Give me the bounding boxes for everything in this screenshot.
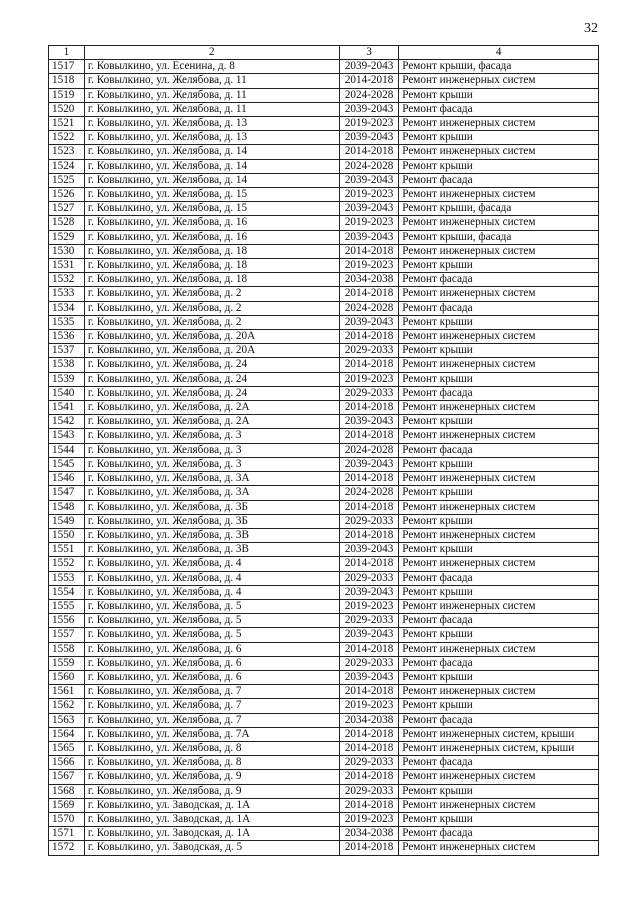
row-period: 2014-2018	[339, 287, 398, 301]
table-row	[49, 727, 599, 741]
table-row	[49, 770, 599, 784]
row-work-type: Ремонт крыши	[399, 543, 599, 557]
row-number: 1558	[49, 642, 85, 656]
row-work-type: Ремонт инженерных систем	[399, 472, 599, 486]
row-number: 1561	[49, 685, 85, 699]
row-period: 2034-2038	[339, 827, 398, 841]
row-address: г. Ковылкино, ул. Желябова, д. 7	[84, 685, 339, 699]
row-number: 1525	[49, 173, 85, 187]
row-work-type: Ремонт инженерных систем	[399, 500, 599, 514]
row-address: г. Ковылкино, ул. Желябова, д. 20А	[84, 344, 339, 358]
row-address: г. Ковылкино, ул. Желябова, д. 3В	[84, 528, 339, 542]
table-row	[49, 500, 599, 514]
table-row	[49, 713, 599, 727]
row-address: г. Ковылкино, ул. Желябова, д. 11	[84, 102, 339, 116]
row-address: г. Ковылкино, ул. Желябова, д. 24	[84, 358, 339, 372]
row-address: г. Ковылкино, ул. Желябова, д. 15	[84, 202, 339, 216]
row-address: г. Ковылкино, ул. Желябова, д. 24	[84, 372, 339, 386]
row-address: г. Ковылкино, ул. Желябова, д. 6	[84, 642, 339, 656]
row-number: 1530	[49, 244, 85, 258]
row-work-type: Ремонт инженерных систем	[399, 216, 599, 230]
row-address: г. Ковылкино, ул. Желябова, д. 6	[84, 670, 339, 684]
row-work-type: Ремонт крыши	[399, 159, 599, 173]
table-row	[49, 514, 599, 528]
row-period: 2029-2033	[339, 514, 398, 528]
row-address: г. Ковылкино, ул. Желябова, д. 7	[84, 699, 339, 713]
row-address: г. Ковылкино, ул. Желябова, д. 20А	[84, 330, 339, 344]
table-row	[49, 102, 599, 116]
table-row	[49, 358, 599, 372]
row-work-type: Ремонт фасада	[399, 713, 599, 727]
row-work-type: Ремонт фасада	[399, 756, 599, 770]
row-address: г. Ковылкино, ул. Заводская, д. 1А	[84, 827, 339, 841]
row-address: г. Ковылкино, ул. Желябова, д. 2	[84, 315, 339, 329]
row-address: г. Ковылкино, ул. Желябова, д. 13	[84, 131, 339, 145]
row-work-type: Ремонт инженерных систем	[399, 798, 599, 812]
row-work-type: Ремонт крыши	[399, 628, 599, 642]
row-work-type: Ремонт крыши	[399, 486, 599, 500]
table-row	[49, 614, 599, 628]
row-work-type: Ремонт крыши	[399, 415, 599, 429]
table-row	[49, 330, 599, 344]
table-row	[49, 216, 599, 230]
row-address: г. Ковылкино, ул. Желябова, д. 13	[84, 117, 339, 131]
table-row	[49, 628, 599, 642]
row-work-type: Ремонт инженерных систем	[399, 188, 599, 202]
row-period: 2039-2043	[339, 230, 398, 244]
row-address: г. Ковылкино, ул. Желябова, д. 2А	[84, 401, 339, 415]
table-row	[49, 741, 599, 755]
row-work-type: Ремонт инженерных систем, крыши	[399, 727, 599, 741]
row-work-type: Ремонт инженерных систем	[399, 557, 599, 571]
row-work-type: Ремонт инженерных систем	[399, 244, 599, 258]
row-period: 2014-2018	[339, 770, 398, 784]
row-number: 1529	[49, 230, 85, 244]
row-period: 2024-2028	[339, 159, 398, 173]
table-row	[49, 188, 599, 202]
row-work-type: Ремонт крыши	[399, 315, 599, 329]
row-number: 1528	[49, 216, 85, 230]
row-period: 2014-2018	[339, 244, 398, 258]
row-period: 2039-2043	[339, 202, 398, 216]
row-address: г. Ковылкино, ул. Желябова, д. 11	[84, 88, 339, 102]
row-address: г. Ковылкино, ул. Желябова, д. 4	[84, 585, 339, 599]
row-number: 1537	[49, 344, 85, 358]
row-number: 1565	[49, 741, 85, 755]
row-address: г. Ковылкино, ул. Желябова, д. 5	[84, 599, 339, 613]
row-period: 2029-2033	[339, 386, 398, 400]
row-period: 2019-2023	[339, 188, 398, 202]
row-work-type: Ремонт крыши, фасада	[399, 202, 599, 216]
row-period: 2014-2018	[339, 727, 398, 741]
row-period: 2039-2043	[339, 415, 398, 429]
row-number: 1521	[49, 117, 85, 131]
row-address: г. Ковылкино, ул. Желябова, д. 3А	[84, 472, 339, 486]
row-number: 1543	[49, 429, 85, 443]
row-period: 2039-2043	[339, 628, 398, 642]
row-work-type: Ремонт крыши	[399, 457, 599, 471]
row-number: 1550	[49, 528, 85, 542]
row-period: 2014-2018	[339, 557, 398, 571]
row-number: 1534	[49, 301, 85, 315]
row-work-type: Ремонт фасада	[399, 102, 599, 116]
row-number: 1563	[49, 713, 85, 727]
row-address: г. Ковылкино, ул. Желябова, д. 18	[84, 273, 339, 287]
page-number: 32	[584, 21, 598, 36]
row-period: 2019-2023	[339, 216, 398, 230]
row-period: 2029-2033	[339, 656, 398, 670]
row-number: 1517	[49, 60, 85, 74]
row-period: 2039-2043	[339, 457, 398, 471]
row-period: 2014-2018	[339, 741, 398, 755]
table-row	[49, 699, 599, 713]
table-row	[49, 287, 599, 301]
row-address: г. Ковылкино, ул. Желябова, д. 18	[84, 259, 339, 273]
row-number: 1524	[49, 159, 85, 173]
row-work-type: Ремонт крыши	[399, 372, 599, 386]
table-row	[49, 74, 599, 88]
row-period: 2034-2038	[339, 713, 398, 727]
row-number: 1526	[49, 188, 85, 202]
row-period: 2019-2023	[339, 812, 398, 826]
row-period: 2014-2018	[339, 500, 398, 514]
row-period: 2029-2033	[339, 571, 398, 585]
table-row	[49, 344, 599, 358]
row-address: г. Ковылкино, ул. Желябова, д. 11	[84, 74, 339, 88]
row-number: 1545	[49, 457, 85, 471]
column-number-row	[49, 46, 599, 60]
row-period: 2014-2018	[339, 685, 398, 699]
row-work-type: Ремонт инженерных систем	[399, 599, 599, 613]
row-work-type: Ремонт крыши	[399, 514, 599, 528]
row-number: 1547	[49, 486, 85, 500]
row-period: 2029-2033	[339, 756, 398, 770]
row-address: г. Ковылкино, ул. Желябова, д. 4	[84, 557, 339, 571]
row-address: г. Ковылкино, ул. Желябова, д. 9	[84, 770, 339, 784]
row-address: г. Ковылкино, ул. Желябова, д. 14	[84, 159, 339, 173]
row-period: 2024-2028	[339, 486, 398, 500]
row-period: 2019-2023	[339, 372, 398, 386]
row-work-type: Ремонт крыши	[399, 699, 599, 713]
row-work-type: Ремонт инженерных систем	[399, 401, 599, 415]
row-work-type: Ремонт фасада	[399, 571, 599, 585]
row-period: 2014-2018	[339, 528, 398, 542]
row-number: 1549	[49, 514, 85, 528]
row-work-type: Ремонт инженерных систем, крыши	[399, 741, 599, 755]
row-period: 2039-2043	[339, 670, 398, 684]
row-work-type: Ремонт фасада	[399, 301, 599, 315]
row-number: 1571	[49, 827, 85, 841]
row-address: г. Ковылкино, ул. Желябова, д. 8	[84, 756, 339, 770]
row-period: 2039-2043	[339, 131, 398, 145]
column-header-2: 2	[84, 46, 339, 60]
row-address: г. Ковылкино, ул. Желябова, д. 14	[84, 145, 339, 159]
row-address: г. Ковылкино, ул. Желябова, д. 3Б	[84, 514, 339, 528]
row-period: 2014-2018	[339, 358, 398, 372]
row-address: г. Ковылкино, ул. Желябова, д. 7	[84, 713, 339, 727]
table-row	[49, 486, 599, 500]
row-work-type: Ремонт инженерных систем	[399, 685, 599, 699]
table-row	[49, 528, 599, 542]
row-address: г. Ковылкино, ул. Заводская, д. 5	[84, 841, 339, 855]
table-row	[49, 301, 599, 315]
row-period: 2039-2043	[339, 585, 398, 599]
row-period: 2019-2023	[339, 259, 398, 273]
row-period: 2014-2018	[339, 798, 398, 812]
row-address: г. Ковылкино, ул. Желябова, д. 2	[84, 287, 339, 301]
row-number: 1559	[49, 656, 85, 670]
table-row	[49, 543, 599, 557]
row-work-type: Ремонт крыши	[399, 259, 599, 273]
row-address: г. Ковылкино, ул. Желябова, д. 3В	[84, 543, 339, 557]
row-work-type: Ремонт инженерных систем	[399, 145, 599, 159]
row-number: 1531	[49, 259, 85, 273]
row-work-type: Ремонт фасада	[399, 173, 599, 187]
row-number: 1567	[49, 770, 85, 784]
row-number: 1551	[49, 543, 85, 557]
row-work-type: Ремонт инженерных систем	[399, 358, 599, 372]
table-row	[49, 415, 599, 429]
row-work-type: Ремонт инженерных систем	[399, 287, 599, 301]
row-address: г. Ковылкино, ул. Желябова, д. 24	[84, 386, 339, 400]
table-row	[49, 145, 599, 159]
row-address: г. Ковылкино, ул. Желябова, д. 18	[84, 244, 339, 258]
table-row	[49, 315, 599, 329]
row-address: г. Ковылкино, ул. Желябова, д. 2А	[84, 415, 339, 429]
row-work-type: Ремонт фасада	[399, 386, 599, 400]
row-work-type: Ремонт крыши	[399, 670, 599, 684]
row-number: 1557	[49, 628, 85, 642]
table-row	[49, 585, 599, 599]
row-address: г. Ковылкино, ул. Желябова, д. 16	[84, 216, 339, 230]
column-header-3: 3	[339, 46, 398, 60]
row-address: г. Ковылкино, ул. Желябова, д. 3	[84, 443, 339, 457]
row-number: 1556	[49, 614, 85, 628]
table-row	[49, 670, 599, 684]
row-period: 2029-2033	[339, 784, 398, 798]
row-number: 1518	[49, 74, 85, 88]
table-row	[49, 259, 599, 273]
table-row	[49, 429, 599, 443]
table-row	[49, 798, 599, 812]
table-row	[49, 457, 599, 471]
row-work-type: Ремонт фасада	[399, 614, 599, 628]
row-number: 1539	[49, 372, 85, 386]
table-row	[49, 273, 599, 287]
table-row	[49, 60, 599, 74]
row-period: 2014-2018	[339, 74, 398, 88]
row-number: 1542	[49, 415, 85, 429]
row-period: 2014-2018	[339, 330, 398, 344]
table-row	[49, 812, 599, 826]
row-address: г. Ковылкино, ул. Желябова, д. 15	[84, 188, 339, 202]
row-address: г. Ковылкино, ул. Желябова, д. 6	[84, 656, 339, 670]
row-period: 2039-2043	[339, 102, 398, 116]
table-row	[49, 656, 599, 670]
row-number: 1536	[49, 330, 85, 344]
row-number: 1522	[49, 131, 85, 145]
row-period: 2019-2023	[339, 699, 398, 713]
table-row	[49, 401, 599, 415]
row-number: 1548	[49, 500, 85, 514]
row-address: г. Ковылкино, ул. Желябова, д. 3	[84, 429, 339, 443]
row-work-type: Ремонт инженерных систем	[399, 528, 599, 542]
row-number: 1538	[49, 358, 85, 372]
row-number: 1546	[49, 472, 85, 486]
row-period: 2014-2018	[339, 429, 398, 443]
row-work-type: Ремонт крыши	[399, 88, 599, 102]
table-row	[49, 230, 599, 244]
row-address: г. Ковылкино, ул. Желябова, д. 4	[84, 571, 339, 585]
row-period: 2014-2018	[339, 472, 398, 486]
column-header-1: 1	[49, 46, 85, 60]
table-row	[49, 443, 599, 457]
row-work-type: Ремонт фасада	[399, 273, 599, 287]
row-number: 1554	[49, 585, 85, 599]
row-number: 1535	[49, 315, 85, 329]
row-period: 2014-2018	[339, 642, 398, 656]
row-number: 1564	[49, 727, 85, 741]
table-row	[49, 202, 599, 216]
table-row	[49, 131, 599, 145]
row-number: 1560	[49, 670, 85, 684]
row-number: 1544	[49, 443, 85, 457]
row-period: 2019-2023	[339, 599, 398, 613]
row-work-type: Ремонт крыши	[399, 784, 599, 798]
table-row	[49, 372, 599, 386]
row-address: г. Ковылкино, ул. Заводская, д. 1А	[84, 812, 339, 826]
row-period: 2039-2043	[339, 543, 398, 557]
table-row	[49, 472, 599, 486]
row-address: г. Ковылкино, ул. Желябова, д. 16	[84, 230, 339, 244]
row-address: г. Ковылкино, ул. Заводская, д. 1А	[84, 798, 339, 812]
table-row	[49, 117, 599, 131]
row-address: г. Ковылкино, ул. Желябова, д. 7А	[84, 727, 339, 741]
row-period: 2014-2018	[339, 145, 398, 159]
row-work-type: Ремонт инженерных систем	[399, 642, 599, 656]
row-period: 2024-2028	[339, 88, 398, 102]
row-period: 2029-2033	[339, 614, 398, 628]
row-number: 1540	[49, 386, 85, 400]
row-period: 2024-2028	[339, 443, 398, 457]
row-period: 2014-2018	[339, 401, 398, 415]
row-address: г. Ковылкино, ул. Есенина, д. 8	[84, 60, 339, 74]
row-period: 2024-2028	[339, 301, 398, 315]
row-work-type: Ремонт крыши	[399, 585, 599, 599]
row-number: 1568	[49, 784, 85, 798]
table-row	[49, 685, 599, 699]
row-number: 1566	[49, 756, 85, 770]
row-address: г. Ковылкино, ул. Желябова, д. 3Б	[84, 500, 339, 514]
table-row	[49, 557, 599, 571]
row-period: 2034-2038	[339, 273, 398, 287]
row-number: 1562	[49, 699, 85, 713]
row-number: 1572	[49, 841, 85, 855]
table-row	[49, 599, 599, 613]
row-number: 1533	[49, 287, 85, 301]
row-period: 2039-2043	[339, 60, 398, 74]
row-work-type: Ремонт крыши	[399, 344, 599, 358]
row-period: 2029-2033	[339, 344, 398, 358]
row-work-type: Ремонт крыши, фасада	[399, 230, 599, 244]
row-work-type: Ремонт крыши	[399, 812, 599, 826]
row-address: г. Ковылкино, ул. Желябова, д. 9	[84, 784, 339, 798]
row-period: 2039-2043	[339, 173, 398, 187]
table-row	[49, 244, 599, 258]
row-number: 1519	[49, 88, 85, 102]
row-work-type: Ремонт фасада	[399, 827, 599, 841]
row-address: г. Ковылкино, ул. Желябова, д. 8	[84, 741, 339, 755]
table-row	[49, 841, 599, 855]
row-work-type: Ремонт крыши	[399, 131, 599, 145]
table-row	[49, 642, 599, 656]
row-work-type: Ремонт инженерных систем	[399, 117, 599, 131]
row-number: 1523	[49, 145, 85, 159]
row-number: 1552	[49, 557, 85, 571]
row-number: 1555	[49, 599, 85, 613]
row-work-type: Ремонт фасада	[399, 443, 599, 457]
row-address: г. Ковылкино, ул. Желябова, д. 3А	[84, 486, 339, 500]
column-header-4: 4	[399, 46, 599, 60]
row-number: 1527	[49, 202, 85, 216]
table-row	[49, 386, 599, 400]
row-number: 1569	[49, 798, 85, 812]
table-row	[49, 756, 599, 770]
table-row	[49, 173, 599, 187]
row-address: г. Ковылкино, ул. Желябова, д. 5	[84, 614, 339, 628]
row-number: 1541	[49, 401, 85, 415]
row-address: г. Ковылкино, ул. Желябова, д. 5	[84, 628, 339, 642]
row-number: 1532	[49, 273, 85, 287]
row-number: 1553	[49, 571, 85, 585]
table-row	[49, 88, 599, 102]
table-row	[49, 827, 599, 841]
row-work-type: Ремонт крыши, фасада	[399, 60, 599, 74]
table-row	[49, 784, 599, 798]
row-number: 1520	[49, 102, 85, 116]
row-period: 2039-2043	[339, 315, 398, 329]
row-work-type: Ремонт инженерных систем	[399, 74, 599, 88]
repair-schedule-table	[48, 45, 599, 856]
table-row	[49, 571, 599, 585]
row-work-type: Ремонт инженерных систем	[399, 841, 599, 855]
row-address: г. Ковылкино, ул. Желябова, д. 14	[84, 173, 339, 187]
row-work-type: Ремонт инженерных систем	[399, 330, 599, 344]
row-work-type: Ремонт инженерных систем	[399, 770, 599, 784]
row-work-type: Ремонт инженерных систем	[399, 429, 599, 443]
row-number: 1570	[49, 812, 85, 826]
row-period: 2014-2018	[339, 841, 398, 855]
row-address: г. Ковылкино, ул. Желябова, д. 2	[84, 301, 339, 315]
table-row	[49, 159, 599, 173]
row-address: г. Ковылкино, ул. Желябова, д. 3	[84, 457, 339, 471]
row-work-type: Ремонт фасада	[399, 656, 599, 670]
row-period: 2019-2023	[339, 117, 398, 131]
